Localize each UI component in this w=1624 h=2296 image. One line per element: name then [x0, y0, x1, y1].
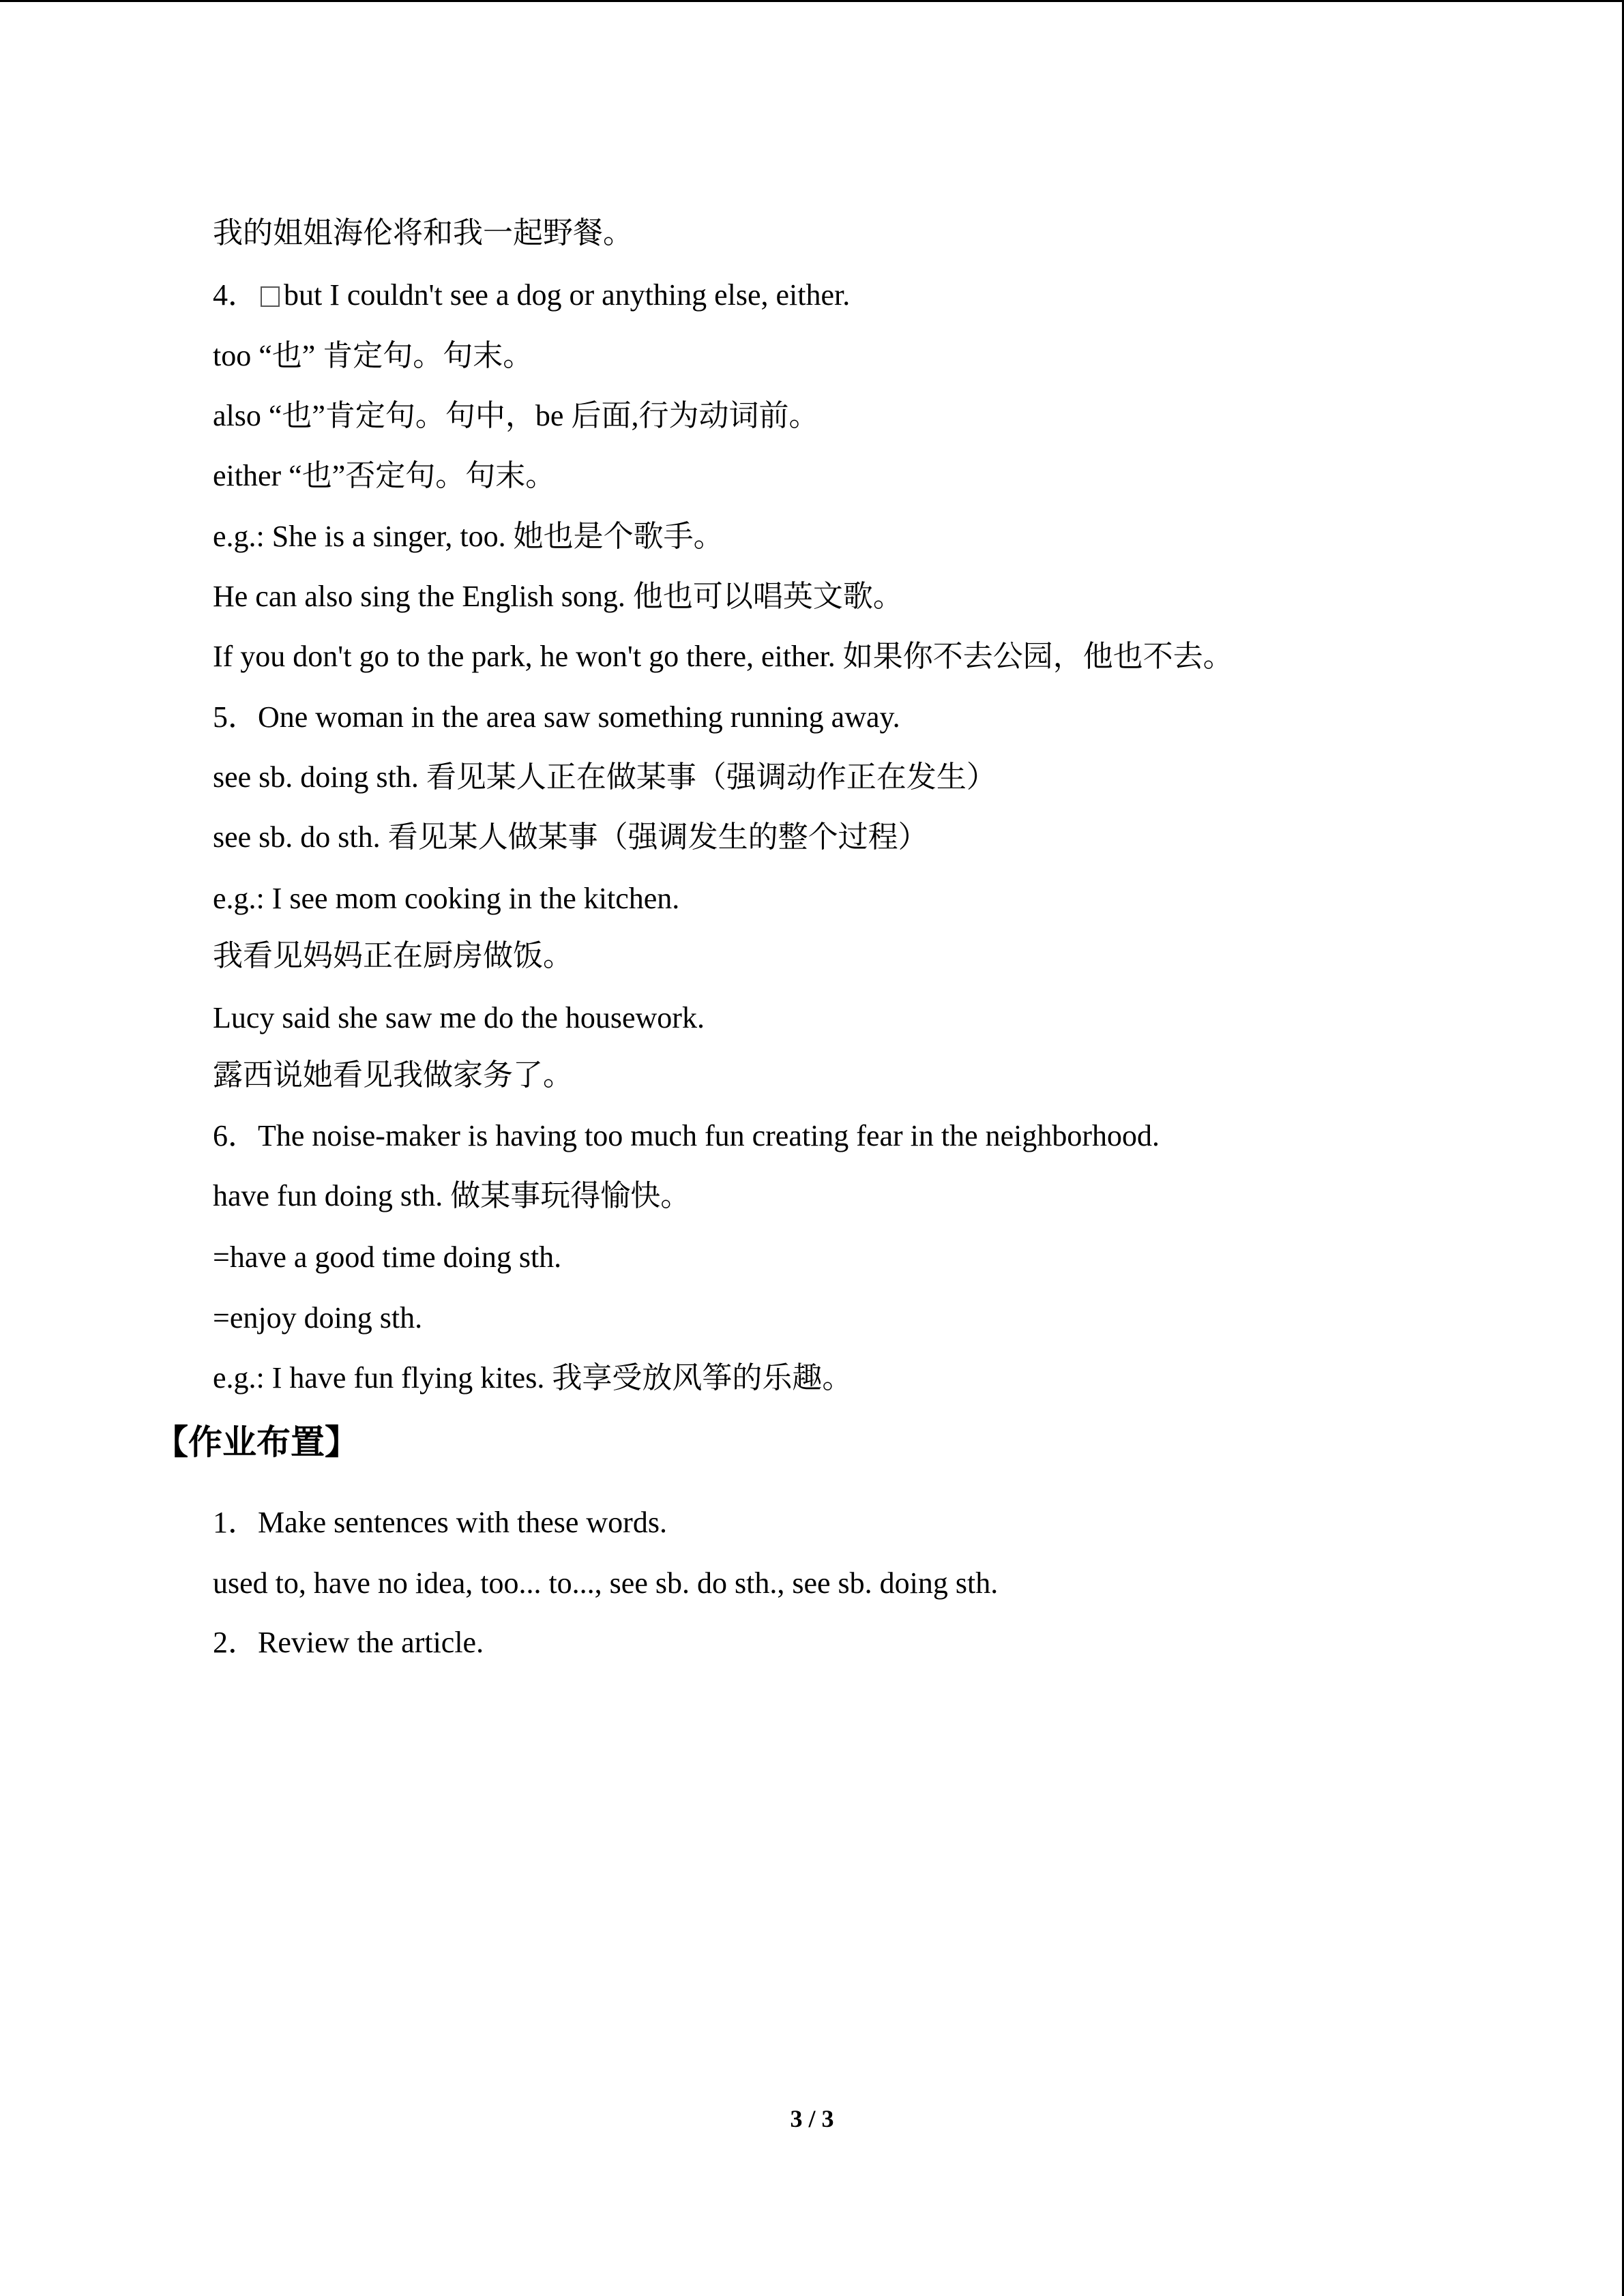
- page-number: 3 / 3: [790, 2105, 834, 2132]
- missing-glyph-box-icon: [261, 286, 280, 307]
- enjoy-rule: =enjoy doing sth.: [213, 1301, 423, 1335]
- example-have-fun: e.g.: I have fun flying kites. 我享受放风筝的乐趣。: [213, 1361, 853, 1395]
- example-see-doing-translation: 我看见妈妈正在厨房做饭。: [213, 939, 573, 972]
- example-see-do-translation: 露西说她看见我做家务了。: [213, 1058, 573, 1092]
- example-see-do: Lucy said she saw me do the housework.: [213, 1001, 705, 1034]
- see-do-rule: see sb. do sth. 看见某人做某事（强调发生的整个过程）: [213, 820, 928, 854]
- either-rule: either “也”否定句。句末。: [213, 459, 556, 492]
- homework-item-1: 1．Make sentences with these words.: [213, 1506, 667, 1539]
- homework-item-2: 2．Review the article.: [213, 1626, 484, 1659]
- example-see-doing: e.g.: I see mom cooking in the kitchen.: [213, 882, 680, 915]
- point-4-number: 4．: [213, 278, 258, 312]
- have-good-time-rule: =have a good time doing sth.: [213, 1240, 562, 1274]
- homework-heading: 【作业布置】: [154, 1422, 359, 1462]
- point-4-sentence: but I couldn't see a dog or anything else, either.: [284, 278, 851, 312]
- homework-word-list: used to, have no idea, too... to..., see sb. do sth., see sb. doing sth.: [213, 1566, 999, 1600]
- example-too: e.g.: She is a singer, too. 她也是个歌手。: [213, 520, 724, 553]
- too-rule: too “也” 肯定句。句末。: [213, 339, 533, 372]
- point-5-line: 5．One woman in the area saw something running away.: [213, 700, 900, 734]
- point-6-line: 6．The noise-maker is having too much fun creating fear in the neighborhood.: [213, 1119, 1160, 1152]
- have-fun-rule: have fun doing sth. 做某事玩得愉快。: [213, 1179, 691, 1212]
- translation-line: 我的姐姐海伦将和我一起野餐。: [213, 216, 633, 250]
- see-doing-rule: see sb. doing sth. 看见某人正在做某事（强调动作正在发生）: [213, 760, 996, 794]
- example-either: If you don't go to the park, he won't go there, either. 如果你不去公园，他也不去。: [213, 640, 1233, 673]
- also-rule: also “也”肯定句。句中，be 后面,行为动词前。: [213, 399, 819, 432]
- top-border: [0, 0, 1624, 2]
- point-4-line: [213, 275, 850, 316]
- example-also: He can also sing the English song. 他也可以唱英文歌。: [213, 580, 903, 613]
